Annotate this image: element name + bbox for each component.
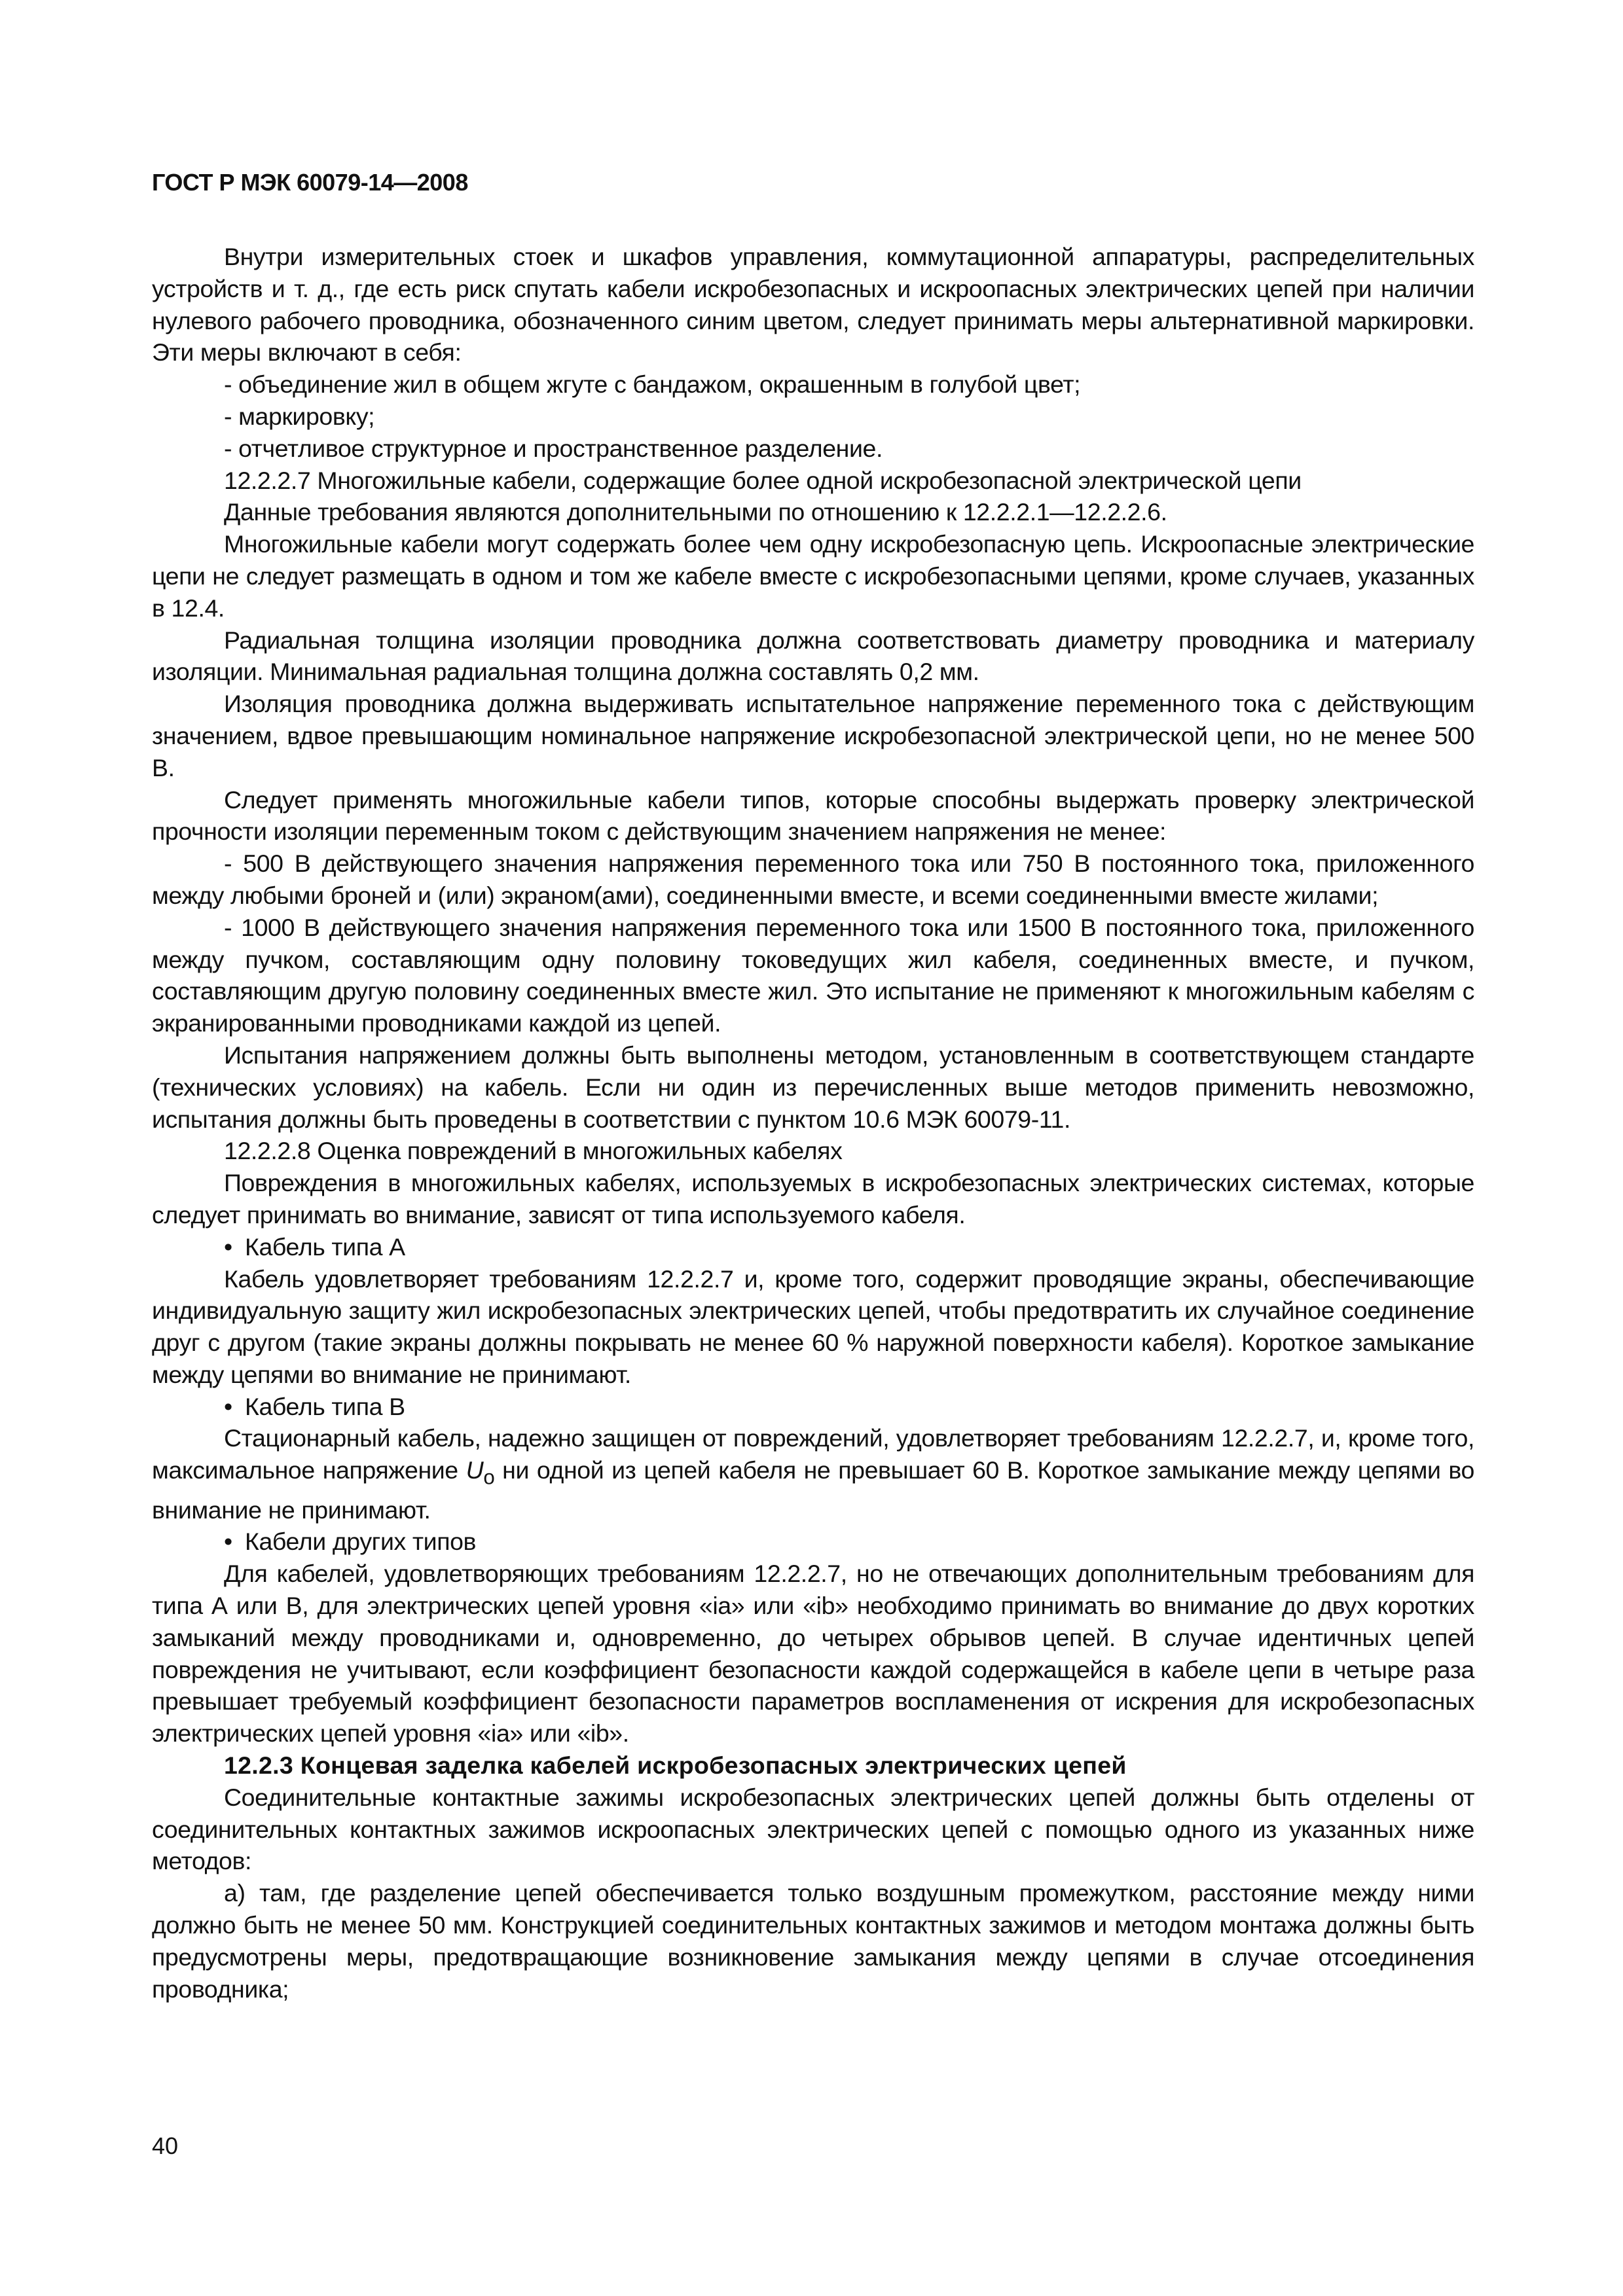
document-body (152, 241, 1474, 2005)
paragraph: Следует применять многожильные кабели типов, которые способны выдержать проверку электрической прочности изоляции переменным током с действующим значением напряжения не менее: (152, 785, 1474, 846)
text-run: ни одной из цепей кабеля не превышает 60 В. Короткое замыкание между цепями во внимание не принимают. (152, 1456, 1474, 1524)
paragraph: Внутри измерительных стоек и шкафов управления, коммутационной аппаратуры, распределительных устройств и т. д., где есть риск спутать кабели искробезопасных и искроопасных электрических цепей при наличии нулевого рабочего проводника, обозначенного синим цветом, следует принимать меры альтернативной маркировки. Эти меры включают в себя: (152, 243, 1474, 367)
bullet-label: Кабель типа В (245, 1392, 405, 1420)
bullet-heading (152, 1391, 1474, 1423)
subsection-title: 12.2.2.8 Оценка повреждений в многожильных кабелях (224, 1137, 843, 1165)
list-item: - маркировку; (224, 402, 375, 430)
paragraph: Испытания напряжением должны быть выполнены методом, установленным в соответствующем стандарте (технических условиях) на кабель. Если ни один из перечисленных выше методов применить невозможно, испытания должны быть проведены в соответствии с пунктом 10.6 МЭК 60079-11. (152, 1041, 1474, 1133)
paragraph: Кабель удовлетворяет требованиям 12.2.2.7 и, кроме того, содержит проводящие экраны, обеспечивающие индивидуальную защиту жил искробезопасных электрических цепей, чтобы предотвратить их случайное соединение друг с другом (такие экраны должны покрывать не менее 60 % наружной поверхности кабеля). Короткое замыкание между цепями во внимание не принимают. (152, 1265, 1474, 1388)
voltage-symbol: U (465, 1456, 484, 1484)
list-item: - отчетливое структурное и пространственное разделение. (224, 434, 883, 462)
paragraph (152, 1422, 1474, 1526)
paragraph: Радиальная толщина изоляции проводника должна соответствовать диаметру проводника и материалу изоляции. Минимальная радиальная толщина должна составлять 0,2 мм. (152, 626, 1474, 686)
text-run: Стационарный кабель, надежно защищен от повреждений, удовлетворяет требованиям 12.2.2.7, и, кроме того, максимальное напряжение (152, 1424, 1474, 1484)
paragraph: Изоляция проводника должна выдерживать испытательное напряжение переменного тока с действующим значением, вдвое превышающим номинальное напряжение искробезопасной электрической цепи, но не менее 500 В. (152, 690, 1474, 781)
document-header: ГОСТ Р МЭК 60079-14—2008 (152, 169, 468, 196)
subsection-title: 12.2.2.7 Многожильные кабели, содержащие более одной искробезопасной электрической цепи (224, 466, 1302, 494)
bullet-label: Кабели других типов (245, 1528, 477, 1556)
paragraph: Для кабелей, удовлетворяющих требованиям 12.2.2.7, но не отвечающих дополнительным требованиям для типа А или В, для электрических цепей уровня «ia» или «ib» необходимо принимать во внимание до двух коротких замыканий между проводниками и, одновременно, до четырех обрывов цепей. В случае идентичных цепей повреждения не учитывают, если коэффициент безопасности каждой содержащейся в кабеле цепи в четыре раза превышает требуемый коэффициент безопасности параметров воспламенения от искрения для искробезопасных электрических цепей уровня «ia» или «ib». (152, 1560, 1474, 1748)
bullet-label: Кабель типа А (245, 1232, 405, 1261)
paragraph: Многожильные кабели могут содержать более чем одну искробезопасную цепь. Искроопасные электрические цепи не следует размещать в одном и том же кабеле вместе с искробезопасными цепями, кроме случаев, указанных в 12.4. (152, 530, 1474, 622)
paragraph: Данные требования являются дополнительными по отношению к 12.2.2.1—12.2.2.6. (224, 498, 1167, 526)
paragraph: Повреждения в многожильных кабелях, используемых в искробезопасных электрических системах, которые следует принимать во внимание, зависят от типа используемого кабеля. (152, 1169, 1474, 1229)
bullet-icon: • (224, 1528, 232, 1556)
bullet-heading (152, 1526, 1474, 1558)
section-heading: 12.2.3 Концевая заделка кабелей искробезопасных электрических цепей (224, 1751, 1127, 1779)
paragraph: а) там, где разделение цепей обеспечивается только воздушным промежутком, расстояние между ними должно быть не менее 50 мм. Конструкцией соединительных контактных зажимов и методом монтажа должны быть предусмотрены меры, предотвращающие возникновение замыкания между цепями в случае отсоединения проводника; (152, 1879, 1474, 2003)
bullet-heading (152, 1231, 1474, 1263)
list-item: - объединение жил в общем жгуте с бандажом, окрашенным в голубой цвет; (224, 370, 1081, 399)
page-number: 40 (152, 2132, 179, 2159)
list-item: - 1000 В действующего значения напряжения переменного тока или 1500 В постоянного тока, приложенного между пучком, составляющим одну половину токоведущих жил кабеля, соединенных вместе, и пучком, составляющим другую половину соединенных вместе жил. Это испытание не применяют к многожильным кабелям с экранированными проводниками каждой из цепей. (152, 913, 1474, 1037)
voltage-subscript: o (483, 1465, 495, 1489)
list-item: - 500 В действующего значения напряжения переменного тока или 750 В постоянного тока, приложенного между любыми броней и (или) экраном(ами), соединенными вместе, и всеми соединенными вместе жилами; (152, 850, 1474, 909)
bullet-icon: • (224, 1232, 232, 1261)
bullet-icon: • (224, 1392, 232, 1420)
paragraph: Соединительные контактные зажимы искробезопасных электрических цепей должны быть отделены от соединительных контактных зажимов искроопасных электрических цепей с помощью одного из указанных ниже методов: (152, 1783, 1474, 1875)
